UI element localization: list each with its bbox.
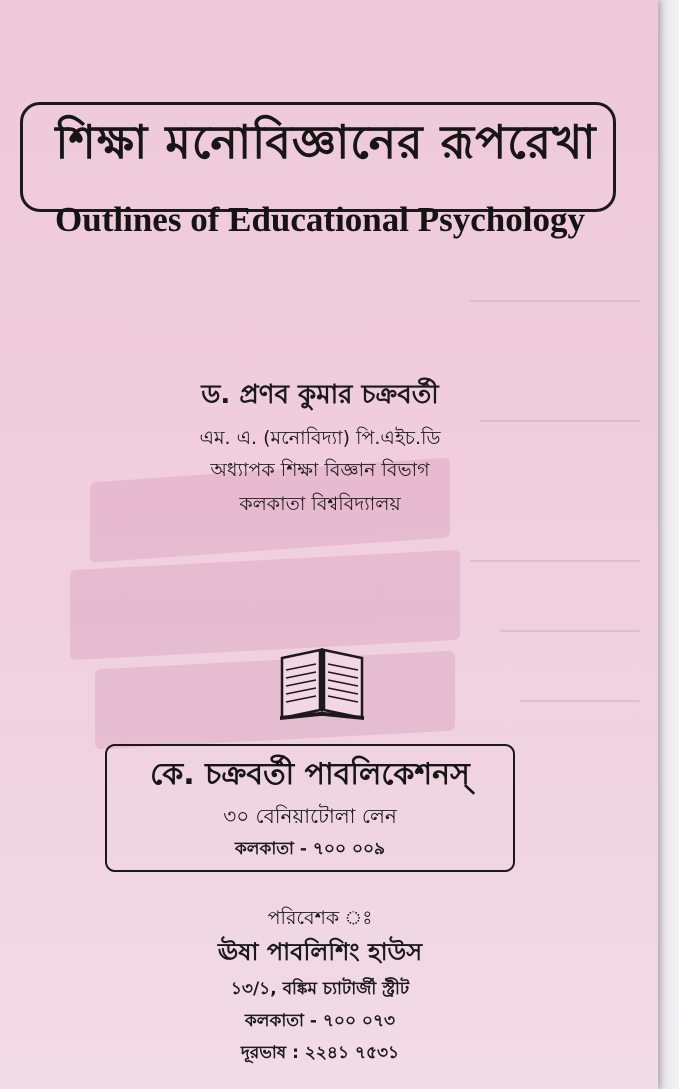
distributor-phone: দূরভাষ : ২২৪১ ৭৫৩১ [240, 1043, 400, 1063]
open-book-icon [272, 640, 372, 722]
author-name: ড. প্রণব কুমার চক্রবর্তী [201, 380, 439, 410]
bleed-through-line [500, 630, 640, 646]
bleed-through-line [520, 700, 640, 716]
author-position: অধ্যাপক শিক্ষা বিজ্ঞান বিভাগ [210, 459, 430, 481]
distributor-name: ঊষা পাবলিশিং হাউস [217, 938, 423, 966]
bleed-through-line [470, 560, 640, 576]
author-degrees: এম. এ. (মনোবিদ্যা) পি.এইচ.ডি [199, 427, 441, 449]
book-title-bengali: শিক্ষা মনোবিজ্ঞানের রূপরেখা [55, 115, 597, 169]
publisher-city: কলকাতা - ৭০০ ০০৯ [234, 839, 386, 859]
publisher-name: কে. চক্রবর্তী পাবলিকেশনস্ [150, 757, 470, 792]
watermark-shape [70, 550, 460, 660]
bleed-through-line [470, 300, 640, 316]
distributor-city: কলকাতা - ৭০০ ০৭৩ [244, 1011, 396, 1031]
author-institution: কলকাতা বিশ্ববিদ্যালয় [239, 493, 401, 515]
distributor-address: ১৩/১, বঙ্কিম চ্যাটার্জী স্ট্রীট [230, 979, 410, 999]
book-title-english: Outlines of Educational Psychology [55, 200, 585, 239]
distributor-label: পরিবেশক ঃ [267, 907, 373, 929]
bleed-through-line [480, 420, 640, 436]
publisher-address: ৩০ বেনিয়াটোলা লেন [223, 804, 397, 828]
